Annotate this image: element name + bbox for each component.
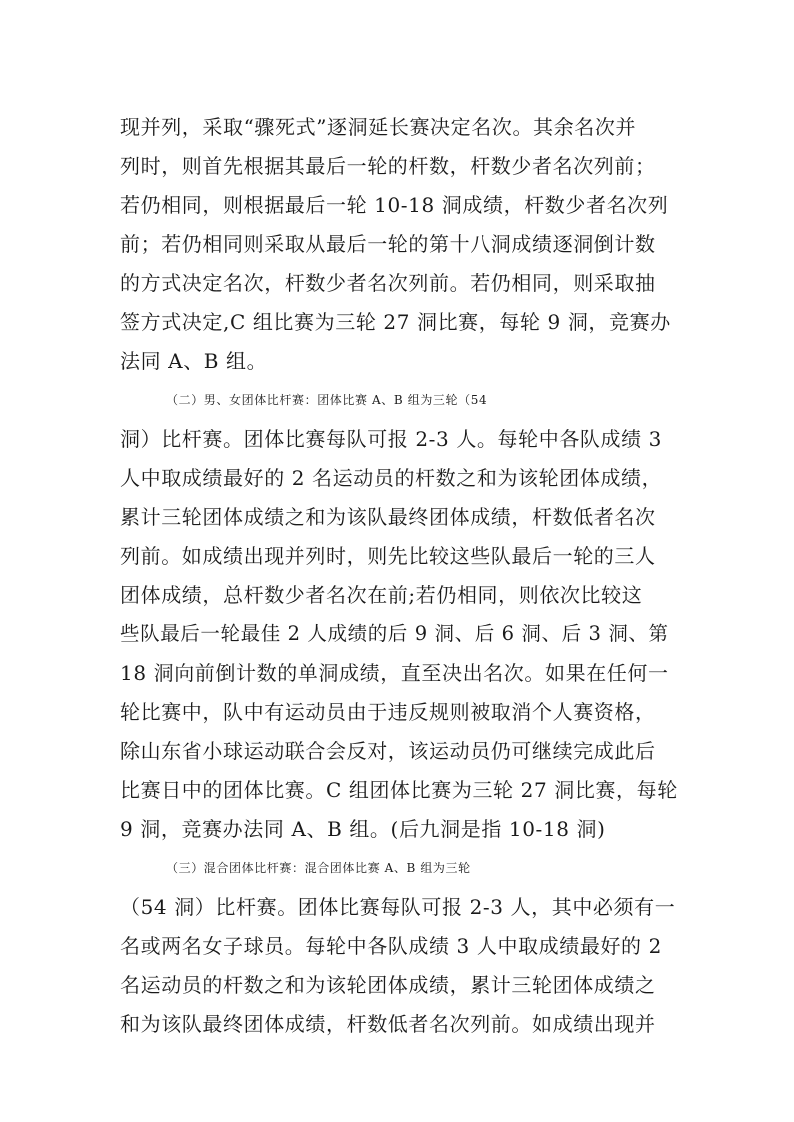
body-text-line: 除山东省小球运动联合会反对，该运动员仍可继续完成此后 [120,739,656,763]
body-text-line: 前；若仍相同则采取从最后一轮的第十八洞成绩逐洞倒计数 [120,232,656,256]
body-text-line: 列时，则首先根据其最后一轮的杆数，杆数少者名次列前； [120,154,656,178]
body-text-line: 人中取成绩最好的 2 名运动员的杆数之和为该轮团体成绩， [120,466,663,490]
body-text-line: 法同 A、B 组。 [120,349,268,373]
body-text-line: 名运动员的杆数之和为该轮团体成绩，累计三轮团体成绩之 [120,973,656,997]
body-text-line: 现并列，采取“骤死式”逐洞延长赛决定名次。其余名次并 [120,115,637,139]
body-text-line: 18 洞向前倒计数的单洞成绩，直至决出名次。如果在任何一 [120,661,669,685]
body-text-line: 若仍相同，则根据最后一轮 10-18 洞成绩，杆数少者名次列 [120,193,669,217]
body-text-line: 和为该队最终团体成绩，杆数低者名次列前。如成绩出现并 [120,1012,656,1036]
section-heading-three: （三）混合团体比杆赛：混合团体比赛 A、B 组为三轮 [166,861,471,875]
body-text-line: 签方式决定,C 组比赛为三轮 27 洞比赛，每轮 9 洞，竞赛办 [120,310,671,334]
section-heading-two: （二）男、女团体比杆赛：团体比赛 A、B 组为三轮（54 [166,393,488,407]
body-text-line: 洞）比杆赛。团体比赛每队可报 2-3 人。每轮中各队成绩 3 [120,427,663,451]
body-text-line: 团体成绩，总杆数少者名次在前;若仍相同，则依次比较这 [120,583,643,607]
body-text-line: 轮比赛中，队中有运动员由于违反规则被取消个人赛资格， [120,700,656,724]
body-text-line: 的方式决定名次，杆数少者名次列前。若仍相同，则采取抽 [120,271,656,295]
body-text-line: 些队最后一轮最佳 2 人成绩的后 9 洞、后 6 洞、后 3 洞、第 [120,622,669,645]
body-text-line: 9 洞，竞赛办法同 A、B 组。(后九洞是指 10-18 洞) [120,817,606,841]
body-text-line: 比赛日中的团体比赛。C 组团体比赛为三轮 27 洞比赛，每轮 [120,778,678,802]
body-text-line: 名或两名女子球员。每轮中各队成绩 3 人中取成绩最好的 2 [120,934,662,958]
body-text-line: 列前。如成绩出现并列时，则先比较这些队最后一轮的三人 [120,544,656,568]
body-text-line: （54 洞）比杆赛。团体比赛每队可报 2-3 人，其中必须有一 [120,895,676,919]
body-text-line: 累计三轮团体成绩之和为该队最终团体成绩，杆数低者名次 [120,505,656,529]
